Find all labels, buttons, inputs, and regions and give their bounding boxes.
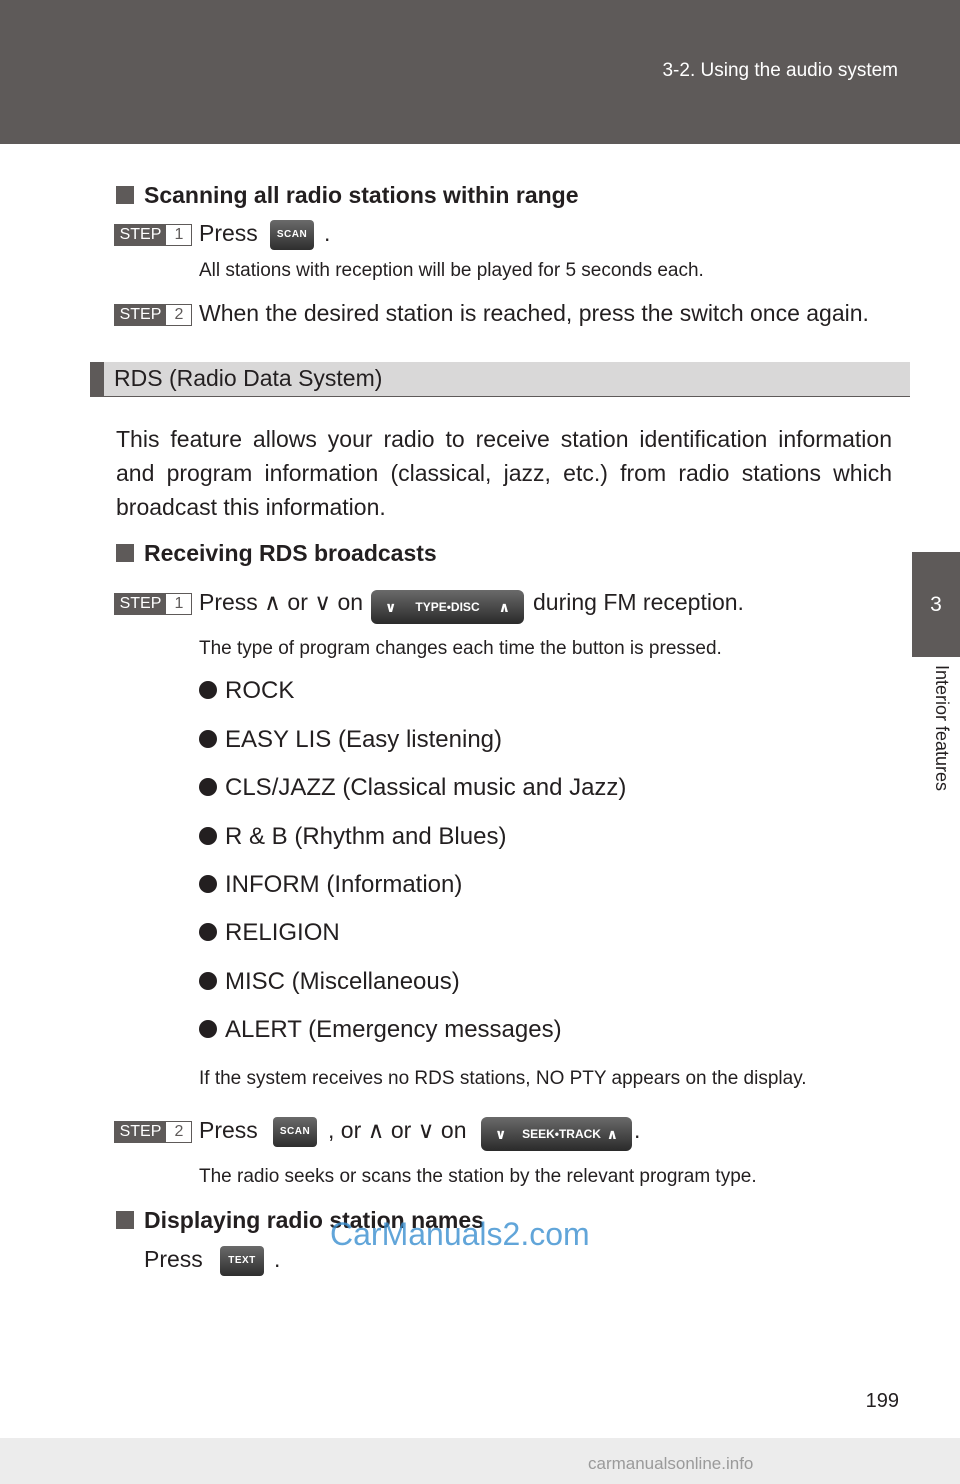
step-note: The radio seeks or scans the station by the relevant program type. <box>199 1166 757 1187</box>
footer-url: carmanualsonline.info <box>588 1454 754 1473</box>
step-text: Press <box>199 1117 258 1143</box>
section-heading: RDS (Radio Data System) <box>114 365 383 391</box>
step-text: Press <box>199 220 258 246</box>
bullet-icon <box>199 778 217 796</box>
list-item: RELIGION <box>199 919 340 947</box>
step-text-end: during FM reception. <box>533 589 744 615</box>
no-pty-note: If the system receives no RDS stations, NO PTY appears on the display. <box>199 1068 807 1089</box>
section-bar <box>90 362 910 397</box>
chevron-up-icon: ∧ <box>606 1126 618 1142</box>
bullet-icon <box>199 972 217 990</box>
watermark: CarManuals2.com <box>330 1216 590 1252</box>
scan-button[interactable]: SCAN <box>270 220 314 250</box>
chevron-down-icon: ∨ <box>385 599 397 615</box>
list-item: CLS/JAZZ (Classical music and Jazz) <box>199 774 626 802</box>
rds-subheading: Receiving RDS broadcasts <box>116 540 437 567</box>
list-item: ROCK <box>199 677 294 705</box>
text-button[interactable]: TEXT <box>220 1246 264 1276</box>
section-title: 3-2. Using the audio system <box>662 60 898 81</box>
step-note: The type of program changes each time the button is pressed. <box>199 638 722 659</box>
list-item: R & B (Rhythm and Blues) <box>199 823 506 851</box>
square-bullet-icon <box>116 544 134 562</box>
bullet-icon <box>199 1020 217 1038</box>
list-item: INFORM (Information) <box>199 871 462 899</box>
step-badge: STEP 1 <box>114 224 192 246</box>
bullet-icon <box>199 923 217 941</box>
square-bullet-icon <box>116 186 134 204</box>
seek-track-button[interactable]: ∨ SEEK•TRACK ∧ <box>481 1117 632 1151</box>
step-badge: STEP 1 <box>114 593 192 615</box>
type-disc-button[interactable]: ∨ TYPE•DISC ∧ <box>371 590 524 624</box>
chapter-label: Interior features <box>932 665 952 792</box>
step-end: . <box>634 1117 641 1143</box>
bullet-icon <box>199 681 217 699</box>
step-text: When the desired station is reached, press the switch once again. <box>199 300 869 326</box>
list-item: MISC (Miscellaneous) <box>199 968 460 996</box>
chevron-up-icon: ∧ <box>498 599 510 615</box>
page-header <box>0 0 960 144</box>
step-text: Press ∧ or ∨ on <box>199 589 364 615</box>
scan-button[interactable]: SCAN <box>273 1117 317 1147</box>
list-item: ALERT (Emergency messages) <box>199 1016 562 1044</box>
step-text-mid: , or ∧ or ∨ on <box>328 1117 467 1143</box>
bullet-icon <box>199 730 217 748</box>
press-text: Press <box>144 1246 203 1272</box>
list-item: EASY LIS (Easy listening) <box>199 726 502 754</box>
step-note: All stations with reception will be played for 5 seconds each. <box>199 260 704 281</box>
bullet-icon <box>199 827 217 845</box>
step-end: . <box>324 220 331 246</box>
chapter-tab: 3 <box>912 552 960 657</box>
page-number: 199 <box>865 1390 899 1412</box>
intro-paragraph: This feature allows your radio to receive station identification information and program information (classical, jazz, etc.) from radio stations which broadcast this information. <box>116 426 892 520</box>
bullet-icon <box>199 875 217 893</box>
chevron-down-icon: ∨ <box>495 1126 507 1142</box>
square-bullet-icon <box>116 1211 134 1229</box>
step-badge: STEP 2 <box>114 304 192 326</box>
display-heading: Displaying radio station names <box>116 1207 484 1234</box>
press-end: . <box>274 1246 281 1272</box>
footer-bar <box>0 1438 960 1484</box>
step-badge: STEP 2 <box>114 1121 192 1143</box>
scan-heading: Scanning all radio stations within range <box>116 182 579 209</box>
